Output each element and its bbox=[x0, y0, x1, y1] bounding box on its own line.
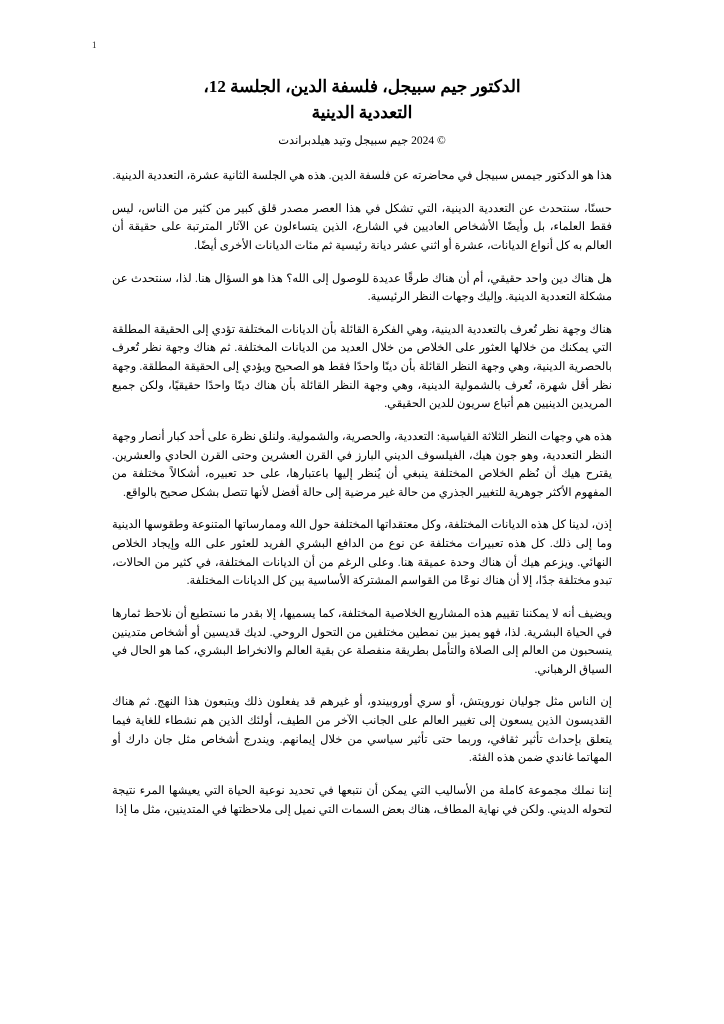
body-paragraph: إن الناس مثل جوليان نورويتش، أو سري أوروبيندو، أو غيرهم قد يفعلون ذلك ويتبعون هذا النهج. ثم هناك القديسون الذين يسعون إلى تغيير العالم على الجانب الآخر من الطيف، أولئك الذين هم نشطاء للغاية فيما يتعلق بإحداث تأثير ثقافي، وربما حتى تأثير سياسي من خلال إيمانهم. ويندرج أشخاص مثل جان دارك أو المهاتما غاندي ضمن هذه الفئة. bbox=[112, 696, 612, 765]
document-content bbox=[112, 74, 612, 819]
copyright-line: © 2024 جيم سبيجل وتيد هيلدبراندت bbox=[278, 135, 446, 147]
body-paragraph: إذن، لدينا كل هذه الديانات المختلفة، وكل معتقداتها المختلفة حول الله وممارساتها المتنوعة وطقوسها الدينية وما إلى ذلك. كل هذه تعبيرات مختلفة عن نوع من الدافع البشري الفريد للعثور على الله وإيجاد الخلاص النهائي. ويزعم هيك أن هناك وحدة عميقة هنا. وعلى الرغم من أن الديانات المختلفة، في كثير من الحالات، تبدو مختلفة جدًا، إلا أن هناك نوعًا من القواسم المشتركة الأساسية بين كل الديانات المختلفة. bbox=[112, 519, 612, 588]
page-title-line-1: الدكتور جيم سبيجل، فلسفة الدين، الجلسة 12، bbox=[203, 77, 521, 96]
page-number: 1 bbox=[92, 40, 97, 50]
body-paragraph: هذا هو الدكتور جيمس سبيجل في محاضرته عن فلسفة الدين. هذه هي الجلسة الثانية عشرة، التعددية الدينية. bbox=[112, 170, 612, 182]
body-paragraph: هذه هي وجهات النظر الثلاثة القياسية: التعددية، والحصرية، والشمولية. ولنلق نظرة على أحد كبار أنصار وجهة النظر التعددية، وهو جون هيك، الفيلسوف الديني البارز في القرن العشرين وحتى القرن الحادي والعشرين. يقترح هيك أن نُظم الخلاص المختلفة ينبغي أن يُنظر إليها باعتبارها، على حد تعبيره، أشكالاً مختلفة من المفهوم الأكثر جوهرية للتغيير الجذري من حالة غير مرضية إلى حالة أفضل لأنها تتصل بشكل صحيح بالواقع. bbox=[112, 430, 612, 499]
body-paragraph: هناك وجهة نظر تُعرف بالتعددية الدينية، وهي الفكرة القائلة بأن الديانات المختلفة تؤدي إلى الحقيقة المطلقة التي يمكنك من خلالها العثور على الخلاص من خلال العديد من الديانات المختلفة. ثم هناك وجهة نظر تُعرف بالحصرية الدينية، وهي وجهة النظر القائلة بأن دينًا واحدًا فقط هو الصحيح ويؤدي إلى الحقيقة المطلقة. وجهة نظر أقل شهرة، تُعرف بالشمولية الدينية، وهي وجهة النظر القائلة بأن هناك دينًا واحدًا حقيقيًا، ولكن جميع المريدين الدينيين هم أتباع سريون للدين الحقيقي. bbox=[112, 323, 612, 411]
page-title-line-2: التعددية الدينية bbox=[311, 102, 413, 122]
page-title bbox=[112, 74, 612, 125]
body-paragraph: حسنًا، سنتحدث عن التعددية الدينية، التي تشكل في هذا العصر مصدر قلق كبير من كثير من الناس، ليس فقط العلماء، بل وأيضًا الأشخاص العاديين في الشارع، الذين يتساءلون عن الآثار المترتبة على حقيقة أن العالم به كل أنواع الديانات، عشرة أو اثني عشر ديانة رئيسية ثم مئات الديانات الأخرى أيضًا. bbox=[112, 202, 612, 252]
body-paragraph: ويضيف أنه لا يمكننا تقييم هذه المشاريع الخلاصية المختلفة، كما يسميها، إلا بقدر ما نستطيع أن نلاحظ ثمارها في الحياة البشرية. لذا، فهو يميز بين نمطين مختلفين من التحول الروحي. لديك قديسين أو أشخاص متدينين ينسحبون من العالم إلى الصلاة والتأمل بطريقة منفصلة عن بقية العالم والانخراط البشري، كما هو الحال في السياق الرهباني. bbox=[112, 607, 612, 676]
body-paragraph: هل هناك دين واحد حقيقي، أم أن هناك طرقًا عديدة للوصول إلى الله؟ هذا هو السؤال هنا. لذا، سنتحدث عن مشكلة التعددية الدينية. وإليك وجهات النظر الرئيسية. bbox=[112, 272, 612, 304]
body-paragraph: إننا نملك مجموعة كاملة من الأساليب التي يمكن أن نتبعها في تحديد نوعية الحياة التي يعيشها المرء نتيجة لتحوله الديني. ولكن في نهاية المطاف، هناك بعض السمات التي نميل إلى ملاحظتها في المتدينين، مثل ما إذا bbox=[112, 784, 612, 816]
